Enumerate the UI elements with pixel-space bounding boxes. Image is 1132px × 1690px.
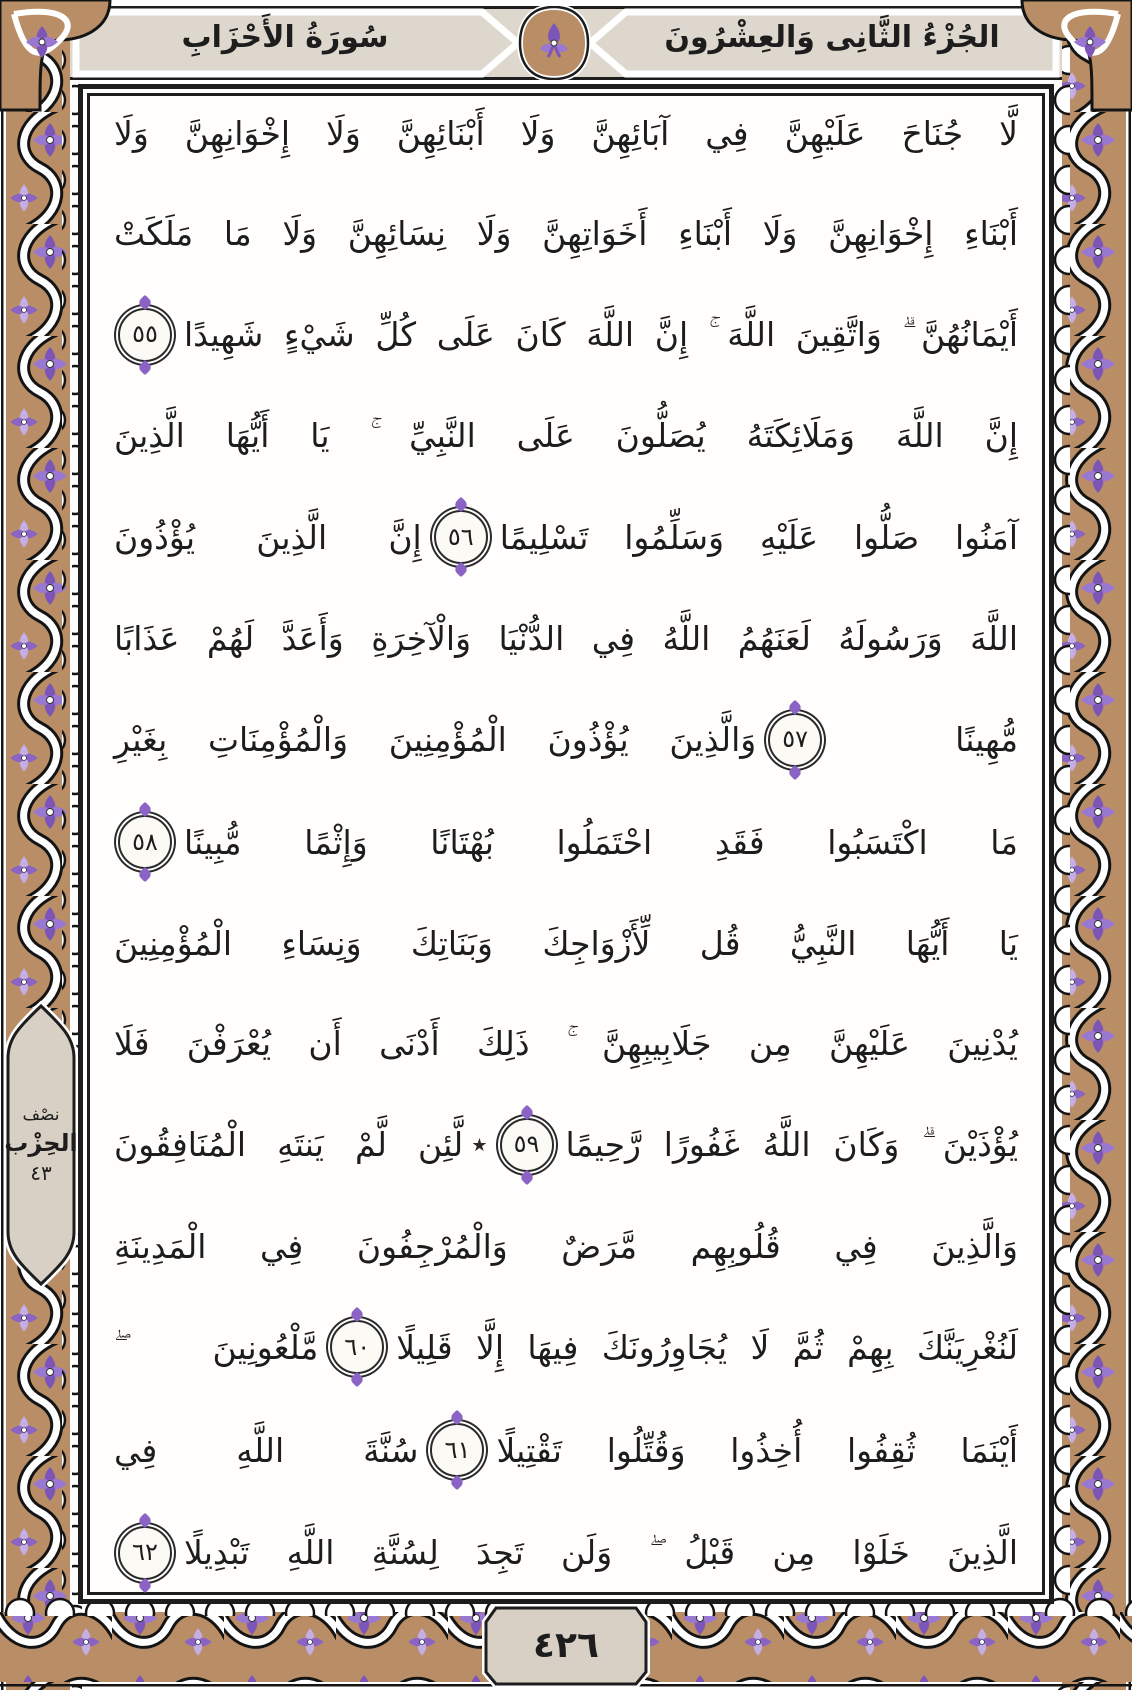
verse-end-rosette: ٦١ [430,1423,484,1477]
header-surah-label: سُورَةُ الأَحْزَابِ [181,19,389,55]
verse-end-rosette: ٥٥ [118,308,172,362]
ayah-text: وَالَّذِينَ يُؤْذُونَ الْمُؤْمِنِينَ وَالْمُؤْمِنَاتِ بِغَيْرِ [113,720,757,760]
hizb-marker-word-half: نصْف [22,1105,60,1125]
ayah-text: يُدْنِينَ عَلَيْهِنَّ مِن جَلَابِيبِهِنَّ ۚ ذَلِكَ أَدْنَى أَن يُعْرَفْنَ فَلَا [114,1024,1018,1064]
ayah-text: لَّا جُنَاحَ عَلَيْهِنَّ فِي آبَائِهِنَّ وَلَا أَبْنَائِهِنَّ وَلَا إِخْوَانِهِنَّ وَلَا [114,114,1018,153]
hizb-half-marker [2,1000,84,1290]
ayah-text: سُنَّةَ اللَّهِ فِي [113,1430,419,1470]
left-border-ornament [0,0,84,1690]
text-frame [78,84,1054,1604]
ayah-text: يُؤْذَيْنَ ۗ وَكَانَ اللَّهُ غَفُورًا رَّحِيمًا [565,1125,1018,1165]
quran-line [110,208,1022,259]
text-frame-inner-rule [87,93,1045,1595]
ayah-text: أَيْمَانُهُنَّ ۗ وَاتَّقِينَ اللَّهَ ۚ إِنَّ اللَّهَ كَانَ عَلَى كُلِّ شَيْءٍ شَهِيدًا [184,315,1018,355]
ayah-text: إِنَّ الَّذِينَ يُؤْذُونَ [113,517,422,557]
quran-line [110,510,1022,564]
ayah-text: وَالَّذِينَ فِي قُلُوبِهِم مَّرَضٌ وَالْمُرْجِفُونَ فِي الْمَدِينَةِ [114,1226,1018,1266]
ayah-text: مَّلْعُونِينَ ۖ [114,1327,319,1367]
hizb-marker-number: ٤٣ [30,1161,52,1185]
quran-line [110,613,1022,664]
hizb-marker-word-hizb: الحِزْب [4,1129,78,1157]
ayah-text: إِنَّ اللَّهَ وَمَلَائِكَتَهُ يُصَلُّونَ عَلَى النَّبِيِّ ۚ يَا أَيُّهَا الَّذِينَ [114,416,1018,456]
verse-end-rosette: ٦٢ [118,1526,172,1580]
quran-line [110,1018,1022,1069]
ayah-text: يَا أَيُّهَا النَّبِيُّ قُل لِّأَزْوَاجِكَ وَبَنَاتِكَ وَنِسَاءِ الْمُؤْمِنِينَ [114,924,1018,964]
verse-end-rosette: ٥٦ [434,510,488,564]
quran-line [110,410,1022,461]
right-border-ornament [1048,0,1132,1690]
verse-end-rosette: ٥٨ [118,815,172,869]
ayah-text: آمَنُوا صَلُّوا عَلَيْهِ وَسَلِّمُوا تَسْلِيمًا [499,517,1018,557]
quran-line [110,918,1022,969]
ayah-text: لَنُغْرِيَنَّكَ بِهِمْ ثُمَّ لَا يُجَاوِرُونَكَ فِيهَا إِلَّا قَلِيلًا [396,1327,1018,1367]
quran-line [110,1320,1022,1374]
page-number: ٤٢٦ [533,1624,599,1666]
quran-line [110,713,1022,767]
quran-line [110,308,1022,362]
verse-end-rosette: ٦٠ [330,1320,384,1374]
verse-end-rosette: ٥٩ [500,1118,554,1172]
ayah-text: أَبْنَاءِ إِخْوَانِهِنَّ وَلَا أَبْنَاءِ أَخَوَاتِهِنَّ وَلَا نِسَائِهِنَّ وَلَا مَا مَلَكَتْ [114,213,1018,253]
ayah-text: اللَّهَ وَرَسُولَهُ لَعَنَهُمُ اللَّهُ فِي الدُّنْيَا وَالْآخِرَةِ وَأَعَدَّ لَهُمْ عَذَابًا [114,618,1018,658]
ayah-text: لَّئِن لَّمْ يَنتَهِ الْمُنَافِقُونَ [114,1125,464,1165]
header-medallion-icon [520,7,588,79]
quran-text-block [110,108,1022,1580]
page-number-area [486,1604,646,1686]
quran-line [110,1221,1022,1272]
header-juz-label: الجُزْءُ الثَّانِى وَالعِشْرُونَ [664,19,1000,55]
quran-line [110,1118,1022,1172]
verse-end-rosette: ٥٧ [768,713,822,767]
ayah-text: مُّهِينًا [955,720,1018,760]
ayah-text: أَيْنَمَا ثُقِفُوا أُخِذُوا وَقُتِّلُوا تَقْتِيلًا [496,1430,1018,1470]
quran-line [110,815,1022,869]
quran-line [110,108,1022,159]
ayah-text: مَا اكْتَسَبُوا فَقَدِ احْتَمَلُوا بُهْتَانًا وَإِثْمًا مُّبِينًا [184,822,1018,862]
quran-line [110,1526,1022,1580]
ayah-text: الَّذِينَ خَلَوْا مِن قَبْلُ ۖ وَلَن تَجِدَ لِسُنَّةِ اللَّهِ تَبْدِيلًا [184,1533,1018,1573]
rub-el-hizb-icon: ٭ [471,1126,488,1162]
quran-line [110,1423,1022,1477]
